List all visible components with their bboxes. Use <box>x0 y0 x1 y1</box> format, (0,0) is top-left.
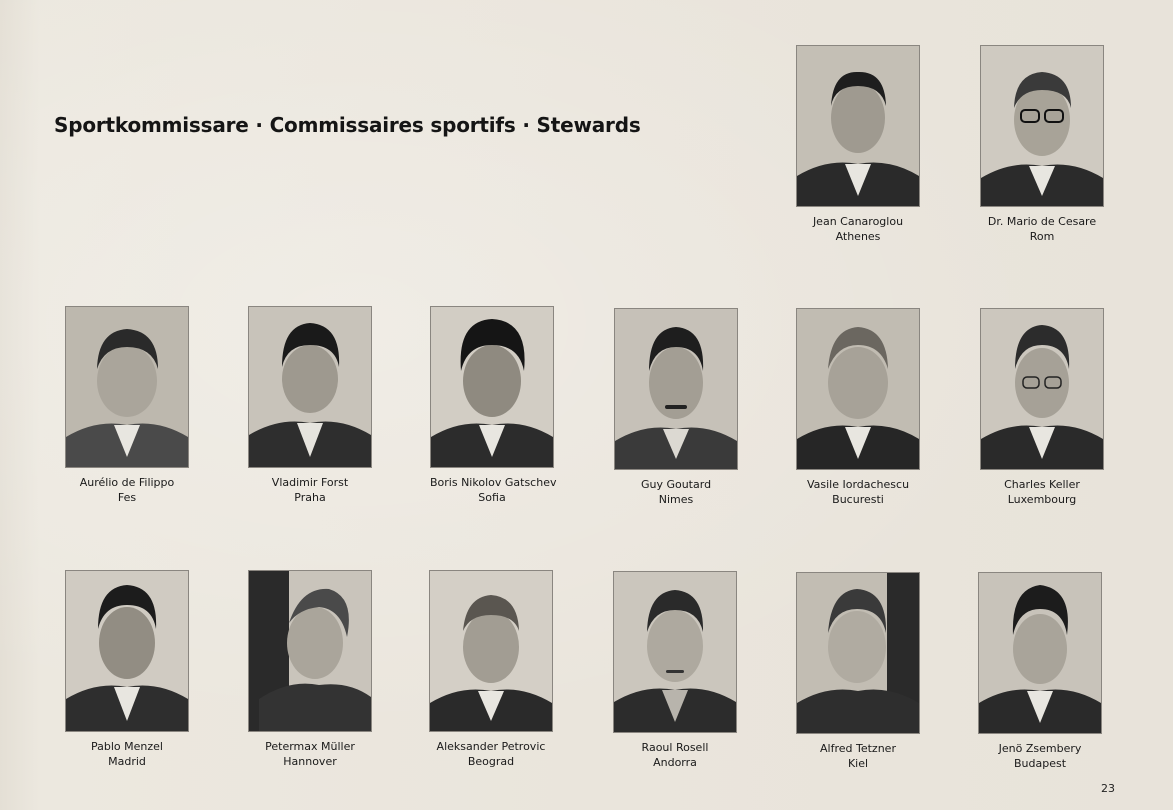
steward-name: Vasile Iordachescu <box>806 478 910 491</box>
steward-name: Vladimir Forst <box>271 476 349 489</box>
page-number: 23 <box>1101 782 1115 795</box>
steward-name: Aleksander Petrovic <box>436 740 546 753</box>
steward-city: Luxembourg <box>1007 493 1077 506</box>
steward-city: Praha <box>294 491 326 504</box>
steward-city: Kiel <box>847 757 869 770</box>
steward-name: Jean Canaroglou <box>812 215 904 228</box>
portrait-photo <box>65 570 189 732</box>
page-title: Sportkommissare · Commissaires sportifs · Stewards <box>54 113 641 137</box>
portrait-photo <box>248 306 372 468</box>
steward-name: Petermax Müller <box>265 740 355 753</box>
portrait-photo <box>614 308 738 470</box>
portrait-photo <box>978 572 1102 734</box>
steward-name: Charles Keller <box>1004 478 1080 491</box>
steward-card <box>980 308 1104 507</box>
steward-name: Raoul Rosell <box>641 741 709 754</box>
steward-city: Rom <box>1029 230 1055 243</box>
steward-city: Budapest <box>1013 757 1067 770</box>
steward-name: Boris Nikolov Gatschev <box>430 476 557 489</box>
steward-city: Sofia <box>478 491 506 504</box>
steward-name: Guy Goutard <box>640 478 712 491</box>
portrait-photo <box>248 570 372 732</box>
portrait-photo <box>980 45 1104 207</box>
steward-card <box>980 45 1104 244</box>
steward-card <box>430 306 557 505</box>
portrait-photo <box>796 308 920 470</box>
steward-city: Fes <box>117 491 137 504</box>
steward-card <box>796 308 920 507</box>
steward-card <box>613 571 737 770</box>
steward-city: Nimes <box>658 493 694 506</box>
steward-city: Hannover <box>283 755 337 768</box>
steward-card <box>796 572 920 771</box>
steward-city: Andorra <box>653 756 697 769</box>
steward-card <box>978 572 1102 771</box>
steward-city: Madrid <box>108 755 146 768</box>
steward-city: Bucuresti <box>832 493 884 506</box>
steward-name: Dr. Mario de Cesare <box>987 215 1097 228</box>
portrait-photo <box>65 306 189 468</box>
steward-name: Aurélio de Filippo <box>79 476 175 489</box>
steward-city: Beograd <box>467 755 515 768</box>
portrait-photo <box>430 306 554 468</box>
steward-card <box>65 306 189 505</box>
steward-card <box>248 570 372 769</box>
portrait-photo <box>613 571 737 733</box>
steward-card <box>429 570 553 769</box>
portrait-photo <box>980 308 1104 470</box>
steward-card <box>248 306 372 505</box>
steward-city: Athenes <box>835 230 881 243</box>
steward-card <box>614 308 738 507</box>
steward-name: Jenö Zsembery <box>998 742 1082 755</box>
steward-card <box>796 45 920 244</box>
portrait-photo <box>796 45 920 207</box>
portrait-photo <box>796 572 920 734</box>
steward-name: Alfred Tetzner <box>820 742 896 755</box>
portrait-photo <box>429 570 553 732</box>
steward-name: Pablo Menzel <box>91 740 163 753</box>
steward-card <box>65 570 189 769</box>
